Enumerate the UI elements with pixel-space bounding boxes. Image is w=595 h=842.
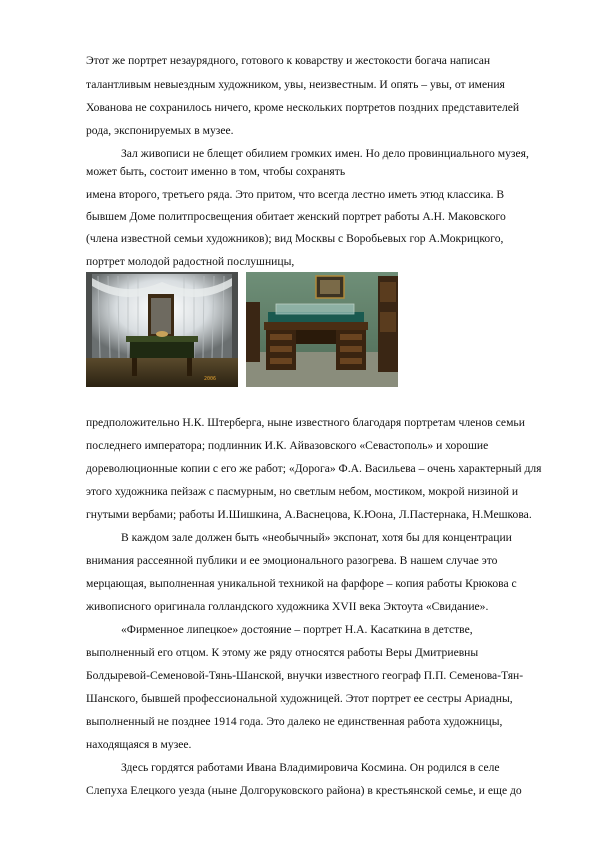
text-line: живописного оригинала голландского художника XVII века Эктоута «Свидание». — [86, 600, 489, 613]
text-line: внимания рассеянной публики и ее эмоционального разогрева. В нашем случае это — [86, 554, 498, 567]
photo-desk-image — [246, 272, 398, 387]
text-line: бывшем Доме политпросвещения обитает женский портрет работы А.Н. Маковского — [86, 210, 506, 223]
text-line: Болдыревой-Семеновой-Тянь-Шанской, внучки известного географ П.П. Семенова-Тян- — [86, 669, 524, 682]
museum-photo-desk — [246, 272, 398, 387]
text-line: В каждом зале должен быть «необычный» экспонат, хотя бы для концентрации — [121, 531, 512, 544]
photo-date-stamp: 2006 — [204, 376, 217, 382]
museum-photo-window — [86, 272, 238, 387]
text-line: находящаяся в музее. — [86, 738, 192, 751]
text-line: рода, экспонируемых в музее. — [86, 124, 234, 137]
text-line: портрет молодой радостной послушницы, — [86, 255, 295, 268]
text-line: гнутыми вербами; работы И.Шишкина, А.Васнецова, К.Юона, Л.Пастернака, Н.Мешкова. — [86, 508, 532, 521]
text-line: Шанского, бывшей профессиональной художницей. Этот портрет ее сестры Ариадны, — [86, 692, 513, 705]
text-line: выполненный его отцом. К этому же ряду относятся работы Веры Дмитриевны — [86, 646, 479, 659]
text-line: талантливым невыездным художником, увы, неизвестным. И опять – увы, от имения — [86, 78, 505, 91]
text-line: Зал живописи не блещет обилием громких имен. Но дело провинциального музея, — [121, 147, 529, 160]
text-line: мерцающая, выполненная уникальной техникой на фарфоре – копия работы Крюкова с — [86, 577, 517, 590]
text-line: Слепуха Елецкого уезда (ныне Долгоруковского района) в крестьянской семье, и еще до — [86, 784, 522, 797]
text-line: последнего императора; подлинник И.К. Айвазовского «Севастополь» и хорошие — [86, 439, 489, 452]
text-line: (члена известной семьи художников); вид Москвы с Воробьевых гор А.Мокрицкого, — [86, 232, 504, 245]
text-line: может быть, состоит именно в том, чтобы сохранять — [86, 165, 346, 178]
text-line: Здесь гордятся работами Ивана Владимировича Космина. Он родился в селе — [121, 761, 500, 774]
text-line: «Фирменное липецкое» достояние – портрет Н.А. Касаткина в детстве, — [121, 623, 473, 636]
text-line: этого художника пейзаж с пасмурным, но светлым небом, мостиком, мокрой низиной и — [86, 485, 519, 498]
text-line: Хованова не сохранилось ничего, кроме нескольких портретов поздних представителей — [86, 101, 520, 114]
text-line: предположительно Н.К. Штерберга, ныне известного благодаря портретам членов семьи — [86, 416, 525, 429]
text-line: выполненный не позднее 1914 года. Это далеко не единственная работа художницы, — [86, 715, 503, 728]
text-line: Этот же портрет незаурядного, готового к коварству и жестокости богача написан — [86, 54, 491, 67]
text-line: имена второго, третьего ряда. Это притом, что всегда лестно иметь этюд классика. В — [86, 188, 505, 201]
photo-window-image — [86, 272, 238, 387]
text-line: дореволюционные копии с его же работ; «Дорога» Ф.А. Васильева – очень характерный для — [86, 462, 542, 475]
